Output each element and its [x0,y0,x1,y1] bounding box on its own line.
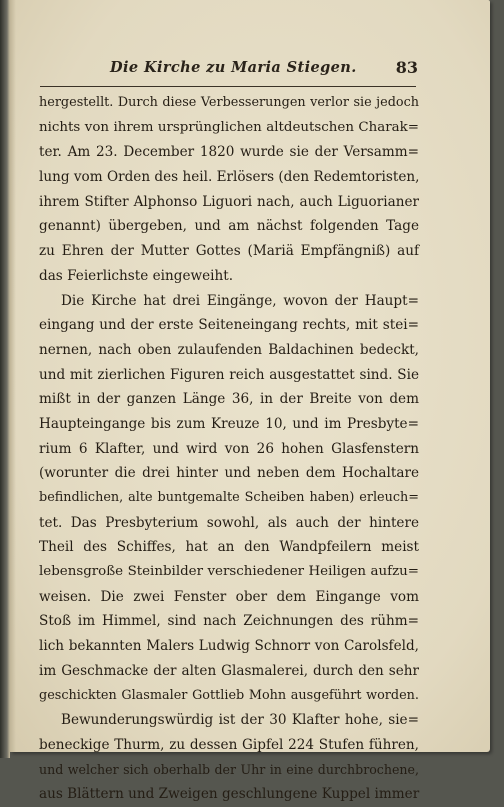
text-line: und welcher sich oberhalb der Uhr in eine durchbrochene, [39,761,419,777]
text-line: Stoß im Himmel, sind nach Zeichnungen des rühm= [39,613,419,630]
text-line: im Geschmacke der alten Glasmalerei, durch den sehr [39,662,419,679]
header-rule [40,86,416,87]
page-number: 83 [395,58,418,77]
body-text [39,91,419,807]
text-line: aus Blättern und Zweigen geschlungene Kuppel immer [39,786,420,803]
text-line: zu Ehren der Mutter Gottes (Mariä Empfängniß) auf [39,243,419,260]
text-line: hergestellt. Durch diese Verbesserungen verlor sie jedoch [39,95,419,110]
page-edge-shadow [10,0,16,752]
text-line: lung vom Orden des heil. Erlösers (den Redemtoristen, [39,169,420,186]
text-line: Haupteingange bis zum Kreuze 10, und im Presbyte= [39,415,419,432]
running-title: Die Kirche zu Maria Stiegen. [110,59,357,76]
text-line: tet. Das Presbyterium sowohl, als auch der hintere [39,514,419,531]
text-line: lebensgroße Steinbilder verschiedener Heiligen aufzu= [39,564,419,580]
text-line: geschickten Glasmaler Gottlieb Mohn ausgeführt worden. [39,687,419,703]
text-line: mißt in der ganzen Länge 36, in der Breite von dem [39,391,419,408]
text-line: Theil des Schiffes, hat an den Wandpfeilern meist [39,539,419,556]
text-line: weisen. Die zwei Fenster ober dem Eingange vom [39,588,419,605]
text-line: nichts von ihrem ursprünglichen altdeutschen Charak= [39,119,419,135]
text-line: nernen, nach oben zulaufenden Baldachinen bedeckt, [39,341,419,358]
text-line: (worunter die drei hinter und neben dem Hochaltare [39,465,419,482]
text-line: und mit zierlichen Figuren reich ausgestattet sind. Sie [39,366,419,383]
text-line: Die Kirche hat drei Eingänge, wovon der Haupt= [61,292,419,309]
text-line: eingang und der erste Seiteneingang rechts, mit stei= [39,317,419,334]
text-line: das Feierlichste eingeweiht. [39,267,234,284]
text-line: beneckige Thurm, zu dessen Gipfel 224 Stufen führen, [39,736,419,753]
text-line: ihrem Stifter Alphonso Liguori nach, auch Liguorianer [39,193,419,210]
text-line: Bewunderungswürdig ist der 30 Klafter hohe, sie= [61,712,419,729]
book-gutter [0,0,10,758]
text-line: rium 6 Klafter, und wird von 26 hohen Glasfenstern [39,440,419,457]
text-line: genannt) übergeben, und am nächst folgenden Tage [39,218,419,235]
text-line: ter. Am 23. December 1820 wurde sie der Versamm= [39,144,419,161]
running-head [40,58,418,81]
text-line: befindlichen, alte buntgemalte Scheiben haben) erleuch= [39,490,419,505]
text-line: lich bekannten Malers Ludwig Schnorr von Carolsfeld, [39,638,419,655]
